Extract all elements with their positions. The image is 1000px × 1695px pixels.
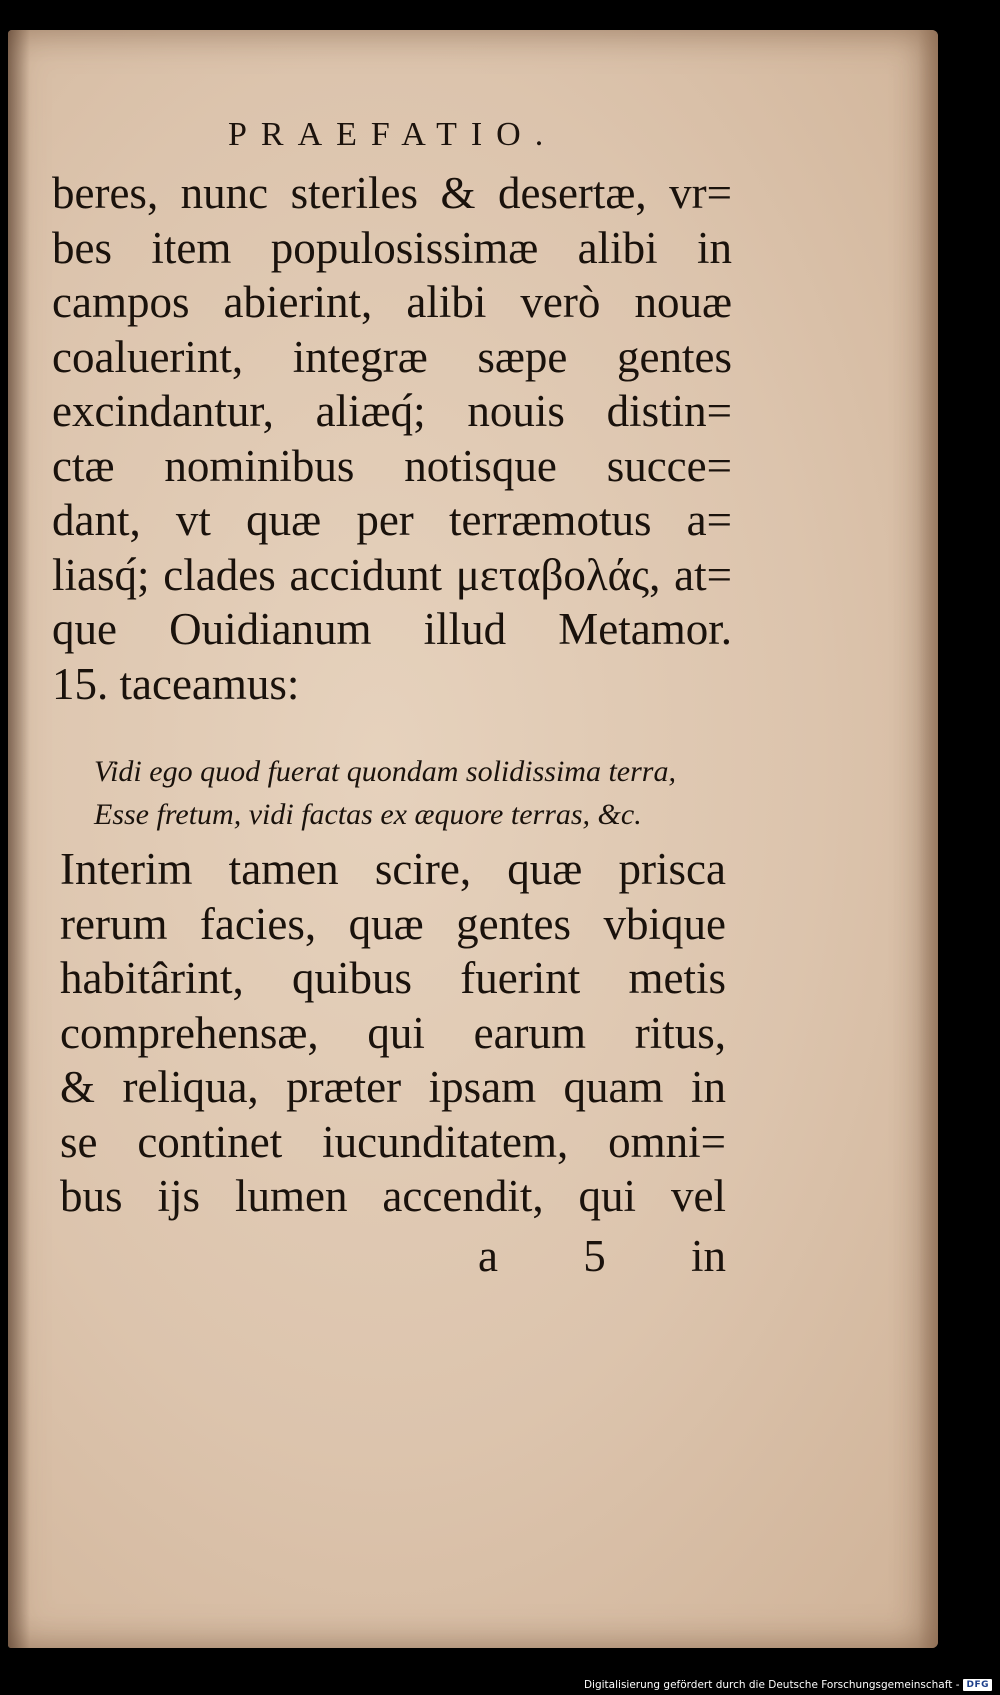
- text-line: campos abierint, alibi verò nouæ: [52, 277, 732, 327]
- text-line: bus ijs lumen accendit, qui vel: [60, 1171, 726, 1221]
- text-line: dant, vt quæ per terræmotus a=: [52, 495, 732, 545]
- text-line: 15. taceamus:: [52, 658, 300, 709]
- dfg-logo: DFG: [963, 1679, 992, 1691]
- text-line: ctæ nominibus notisque succe=: [52, 440, 732, 491]
- text-line: Interim tamen scire, quæ prisca: [60, 844, 726, 894]
- verse-quotation: [94, 750, 734, 836]
- signature-mark: a: [478, 1231, 498, 1281]
- text-line: habitârint, quibus fuerint metis: [60, 953, 726, 1003]
- text-line: comprehensæ, qui earum ritus,: [60, 1007, 726, 1058]
- verse-line: Vidi ego quod fuerat quondam solidissima terra,: [94, 755, 676, 788]
- paragraph-2: [60, 842, 726, 1224]
- text-line: excindantur, aliæq́; nouis distin=: [52, 386, 732, 436]
- text-line: liasq́; clades accidunt μεταβολάς, at=: [52, 549, 732, 600]
- page-edge: [918, 30, 938, 1648]
- text-line: & reliqua, præter ipsam quam in: [60, 1062, 726, 1112]
- paragraph-1: [52, 166, 732, 711]
- running-head: PRAEFATIO.: [228, 116, 558, 153]
- text-line: bes item populosissimæ alibi in: [52, 222, 732, 273]
- text-line: coaluerint, integræ sæpe gentes: [52, 331, 732, 382]
- text-line: rerum facies, quæ gentes vbique: [60, 898, 726, 949]
- digitization-footer: [584, 1679, 992, 1691]
- verse-line: Esse fretum, vidi factas ex æquore terras, &c.: [94, 798, 642, 831]
- catchword: in: [690, 1231, 726, 1281]
- footer-text: Digitalisierung gefördert durch die Deutsche Forschungsgemeinschaft -: [583, 1679, 960, 1691]
- signature-catchline: [478, 1230, 726, 1282]
- text-line: se continet iucunditatem, omni=: [60, 1116, 726, 1167]
- text-line: que Ouidianum illud Metamor.: [52, 604, 732, 654]
- gutter-shadow: [8, 30, 30, 1648]
- text-line: beres, nunc steriles & desertæ, vr=: [52, 168, 732, 218]
- book-page: [8, 30, 938, 1648]
- signature-number: 5: [583, 1231, 606, 1281]
